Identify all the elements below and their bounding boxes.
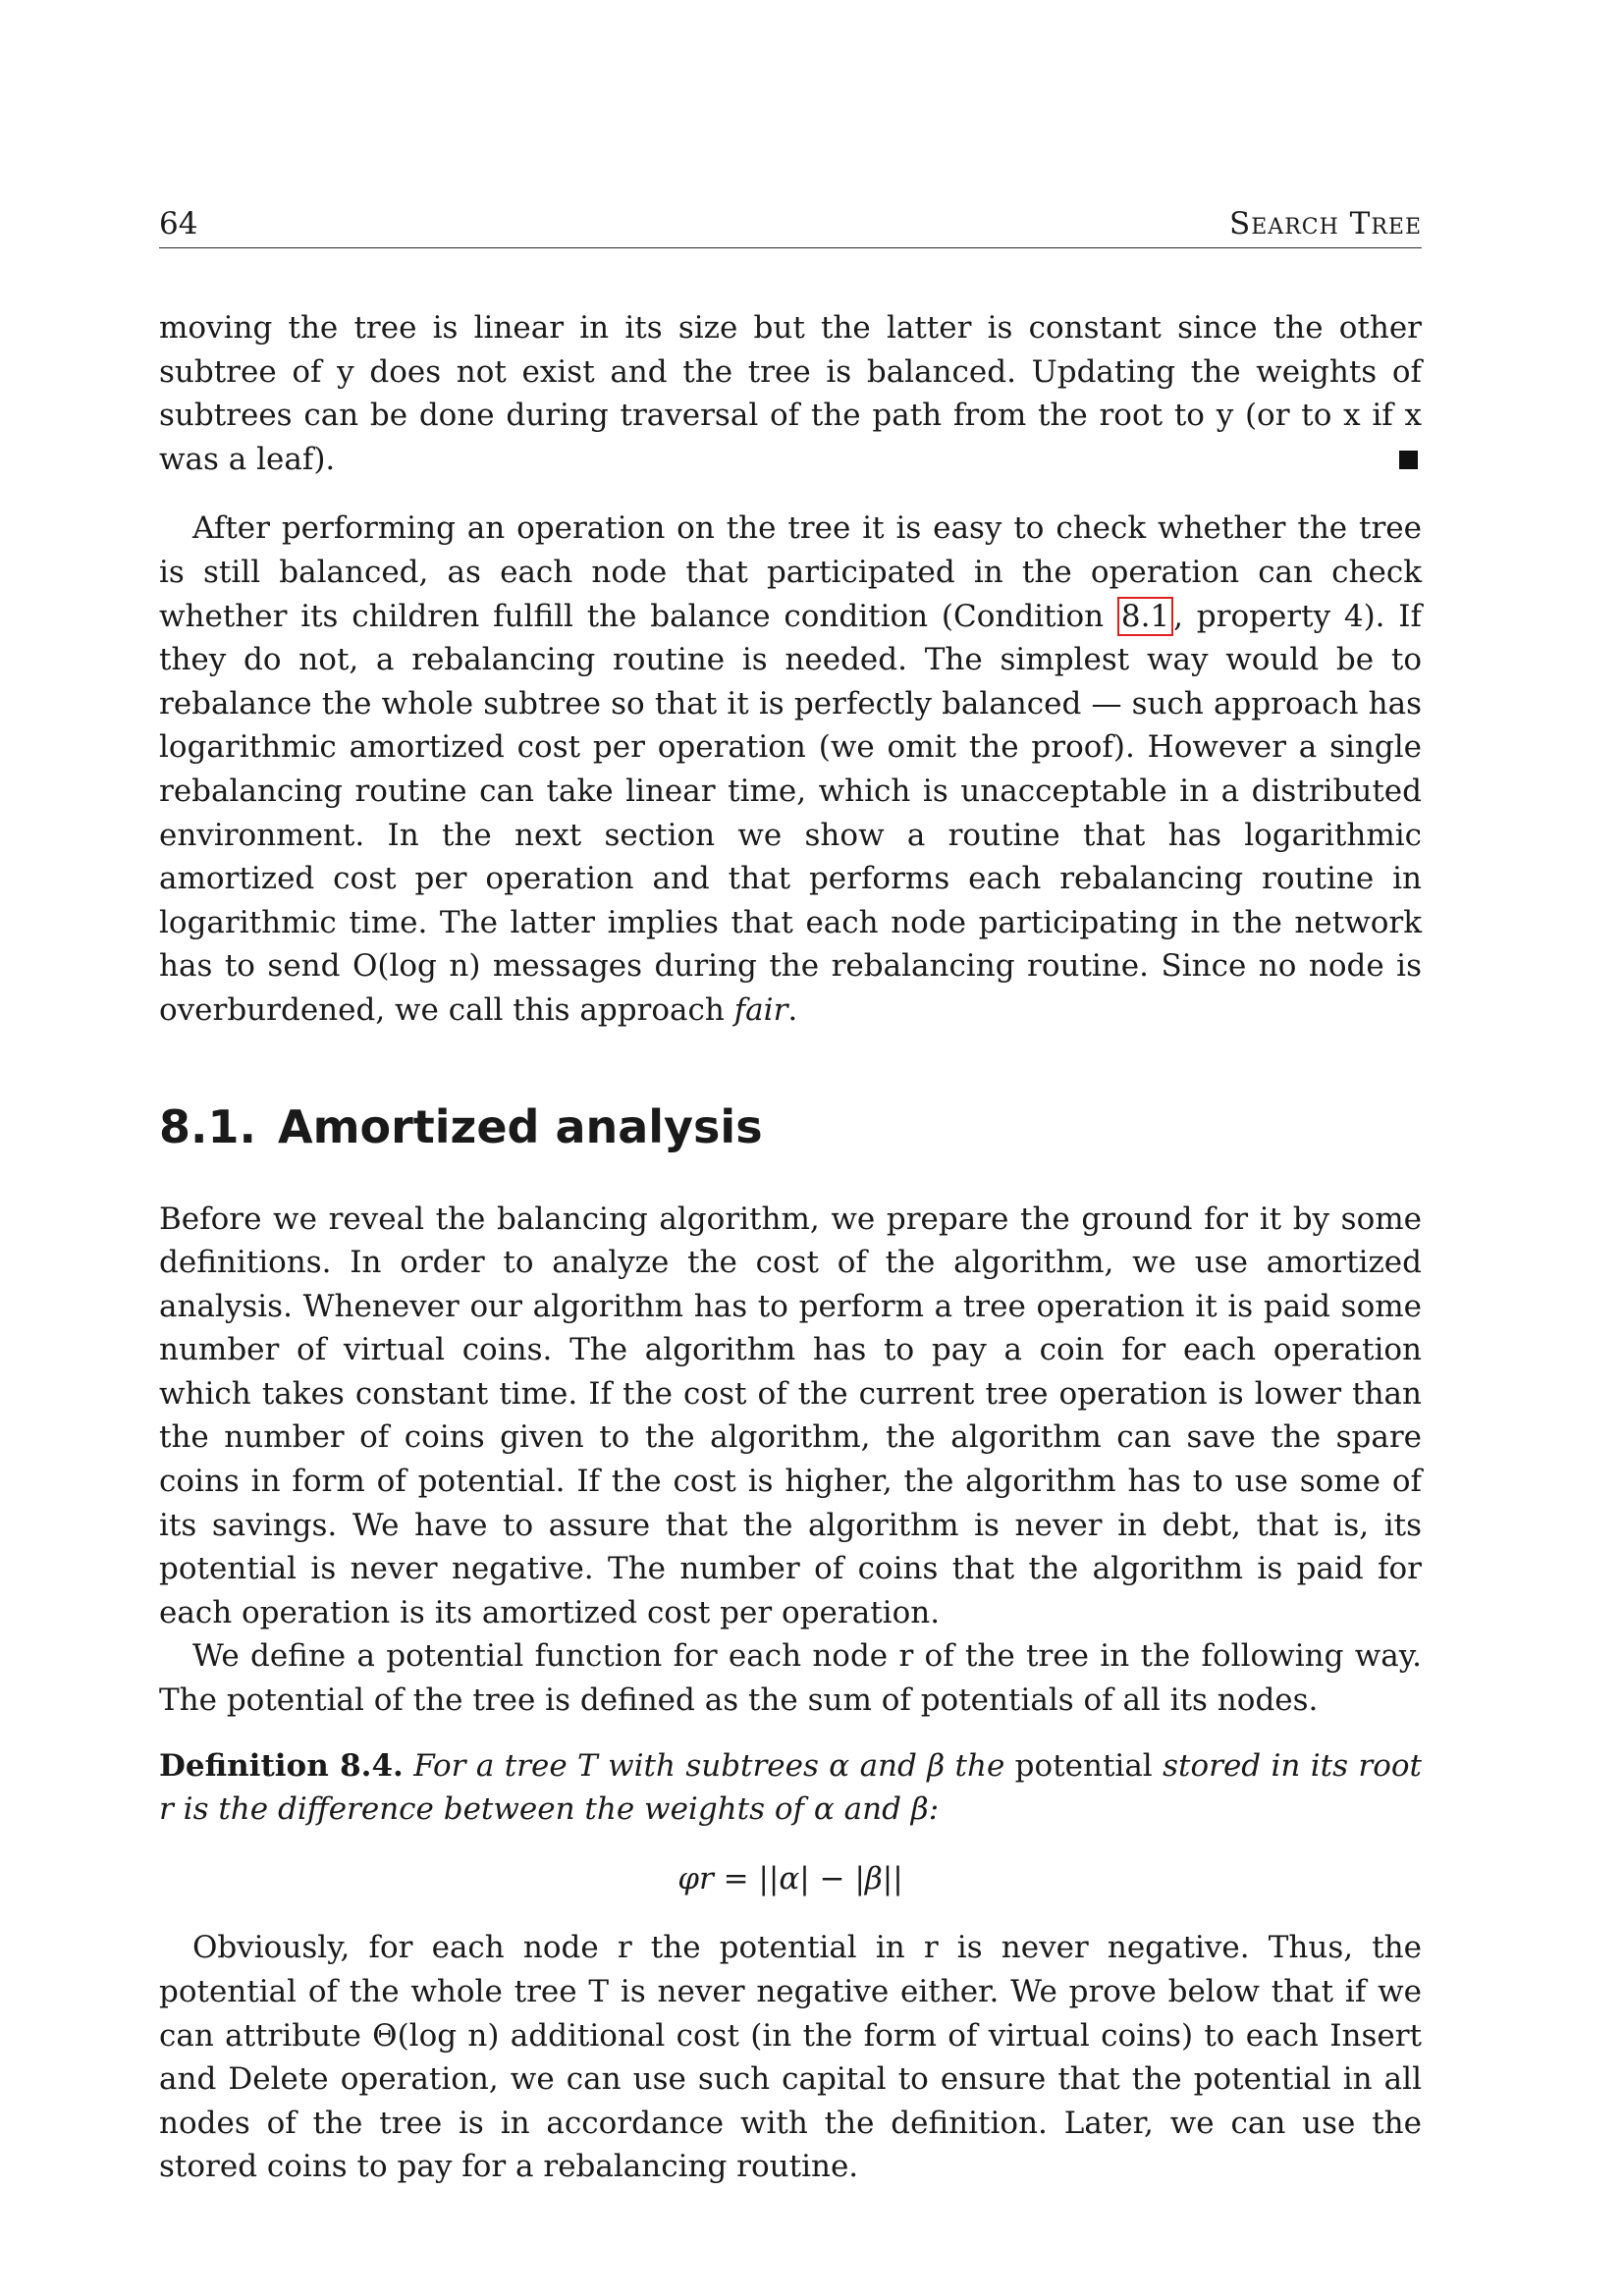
running-header (159, 204, 1422, 248)
potential-function-paragraph (159, 1634, 1422, 1722)
page-number: 64 (159, 206, 198, 241)
emphasis-fair: fair (733, 991, 788, 1028)
potential-conclusion-paragraph (159, 1926, 1422, 2189)
potential-equation (159, 1857, 1422, 1901)
paragraph-text: Before we reveal the balancing algorithm, we prepare the ground for it by some definitions. In order to analyze the cost of the algorithm, we use amortized analysis. Whenever our algorithm has to perform a tree operation it is paid some number of virtual coins. The algorithm has to pay a coin for each operation which takes constant time. If the cost of the current tree operation is lower than the number of coins given to the algorithm, the algorithm can save the spare coins in form of potential. If the cost is higher, the algorithm has to use some of its savings. We have to assure that the algorithm is never in debt, that is, its potential is never negative. The number of coins that the algorithm is paid for each operation is its amortized cost per operation. (159, 1201, 1422, 1630)
running-title: Search Tree (1229, 206, 1422, 241)
condition-reference-link[interactable]: 8.1 (1117, 597, 1173, 636)
paragraph-text: moving the tree is linear in its size but the latter is constant since the other subtree of y does not exist and the tree is balanced. Updating the weights of subtrees can be done during traversal of the path from the root to y (or to x if x was a leaf). (159, 310, 1422, 477)
qed-icon (1399, 451, 1418, 469)
paragraph-text-before-ref: After performing an operation on the tree it is easy to check whether the tree is still balanced, as each node that participated in the operation can check whether its children fulfill the balance condition (Condition (159, 510, 1422, 634)
section-title: Amortized analysis (277, 1099, 763, 1153)
definition-text-before: For a tree T with subtrees α and β the (413, 1747, 1005, 1784)
amortized-intro-paragraph (159, 1198, 1422, 1635)
document-body (159, 306, 1422, 2189)
paragraph-text: We define a potential function for each node r of the tree in the following way. The potential of the tree is defined as the sum of potentials of all its nodes. (159, 1638, 1422, 1719)
section-heading (159, 1099, 1422, 1154)
proof-continuation-paragraph (159, 306, 1422, 481)
paragraph-text: Obviously, for each node r the potential in r is never negative. Thus, the potential of the whole tree T is never negative either. We prove below that if we can attribute Θ(log n) additional cost (in the form of virtual coins) to each Insert and Delete operation, we can use such capital to ensure that the potential in all nodes of the tree is in accordance with the definition. Later, we can use the stored coins to pay for a rebalancing routine. (159, 1930, 1422, 2185)
definition-label: Definition 8.4. (159, 1747, 404, 1784)
rebalancing-paragraph (159, 507, 1422, 1032)
section-number: 8.1. (159, 1099, 256, 1153)
definition-text-after: stored in its root r is the difference between the weights of α and β: (159, 1747, 1422, 1828)
definition-8-4 (159, 1744, 1422, 1832)
paragraph-text-after-ref: , property 4). If they do not, a rebalancing routine is needed. The simplest way would be to rebalance the whole subtree so that it is perfectly balanced — such approach has logarithmic amortized cost per operation (we omit the proof). However a single rebalancing routine can take linear time, which is unacceptable in a distributed environment. In the next section we show a routine that has logarithmic amortized cost per operation and that performs each rebalancing routine in logarithmic time. The latter implies that each node participating in the network has to send O(log n) messages during the rebalancing routine. Since no node is overburdened, we call this approach (159, 598, 1422, 1028)
equation-text: φr = ||α| − |β|| (677, 1860, 903, 1896)
sentence-end: . (787, 991, 798, 1028)
definition-keyword: potential (1014, 1747, 1153, 1784)
